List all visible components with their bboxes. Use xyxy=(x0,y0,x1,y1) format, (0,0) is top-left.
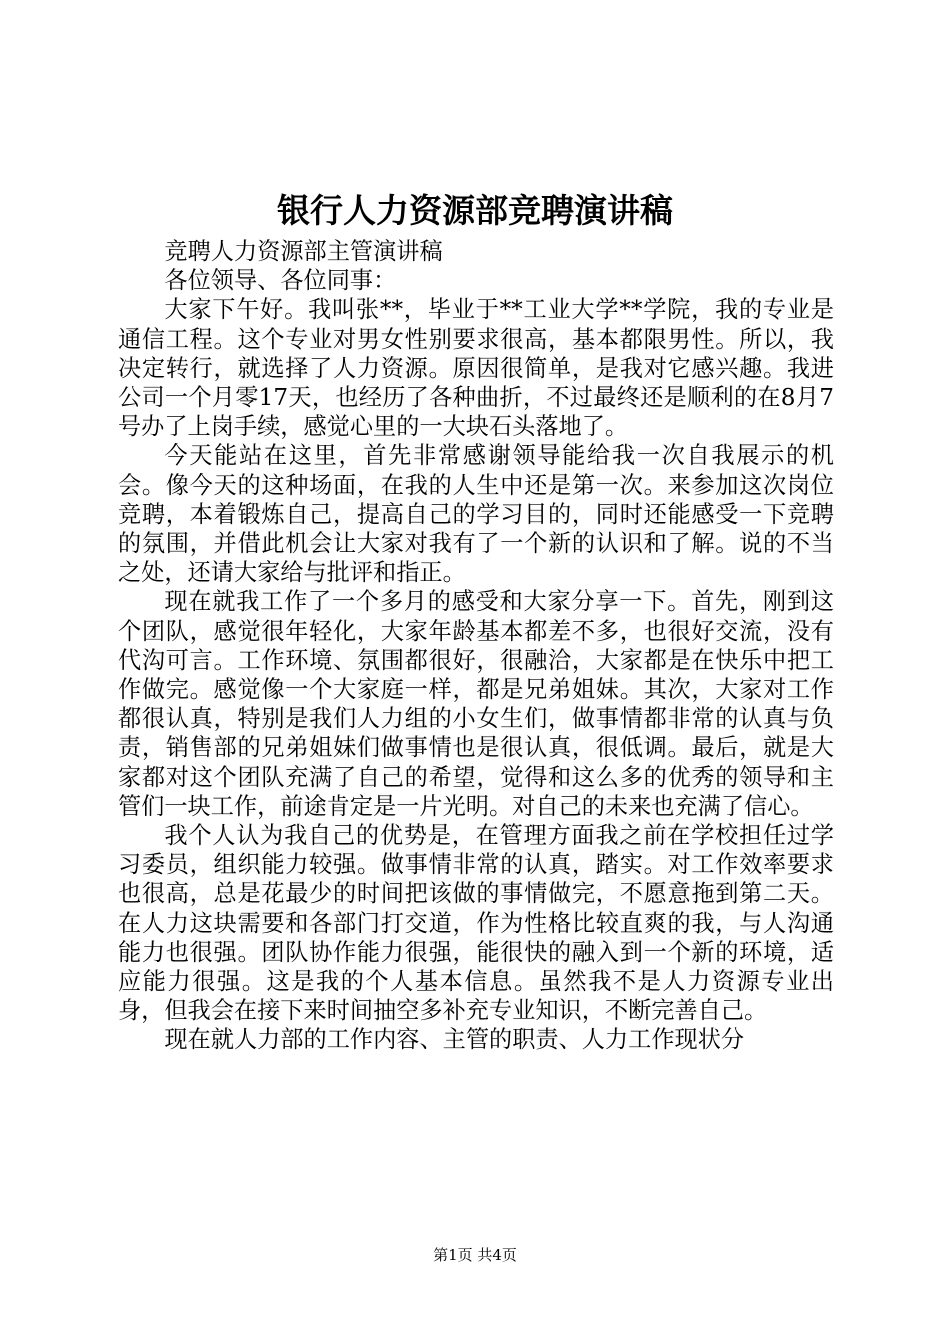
body-paragraph: 今天能站在这里，首先非常感谢领导能给我一次自我展示的机会。像今天的这种场面，在我的人生中还是第一次。来参加这次岗位竞聘，本着锻炼自己，提高自己的学习目的，同时还能感受一下竞聘的氛围，并借此机会让大家对我有了一个新的认识和了解。说的不当之处，还请大家给与批评和指正。 xyxy=(118,442,834,587)
subtitle-paragraph: 竞聘人力资源部主管演讲稿 xyxy=(164,238,443,265)
salutation-paragraph: 各位领导、各位同事： xyxy=(164,267,397,295)
page-number-footer: 第1页 共4页 xyxy=(433,1246,517,1264)
body-paragraph: 大家下午好。我叫张**，毕业于**工业大学**学院，我的专业是通信工程。这个专业对男女性别要求很高，基本都限男性。所以，我决定转行，就选择了人力资源。原因很简单，是我对它感兴趣。我进公司一个月零17天，也经历了各种曲折，不过最终还是顺利的在8月7号办了上岗手续，感觉心里的一大块石头落地了。 xyxy=(118,296,834,441)
body-paragraph: 现在就我工作了一个多月的感受和大家分享一下。首先，刚到这个团队，感觉很年轻化，大家年龄基本都差不多，也很好交流，没有代沟可言。工作环境、氛围都很好，很融洽，大家都是在快乐中把工作做完。感觉像一个大家庭一样，都是兄弟姐妹。其次，大家对工作都很认真，特别是我们人力组的小女生们，做事情都非常的认真与负责，销售部的兄弟姐妹们做事情也是很认真，很低调。最后，就是大家都对这个团队充满了自己的希望，觉得和这么多的优秀的领导和主管们一块工作，前途肯定是一片光明。对自己的未来也充满了信心。 xyxy=(118,588,834,820)
body-paragraph: 我个人认为我自己的优势是，在管理方面我之前在学校担任过学习委员，组织能力较强。做事情非常的认真，踏实。对工作效率要求也很高，总是花最少的时间把该做的事情做完，不愿意拖到第二天。在人力这块需要和各部门打交道，作为性格比较直爽的我，与人沟通能力也很强。团队协作能力很强，能很快的融入到一个新的环境，适应能力很强。这是我的个人基本信息。虽然我不是人力资源专业出身，但我会在接下来时间抽空多补充专业知识，不断完善自己。 xyxy=(118,822,834,1025)
document-body xyxy=(118,237,834,1055)
document-title: 银行人力资源部竞聘演讲稿 xyxy=(277,191,673,230)
body-paragraph: 现在就人力部的工作内容、主管的职责、人力工作现状分 xyxy=(164,1026,745,1054)
